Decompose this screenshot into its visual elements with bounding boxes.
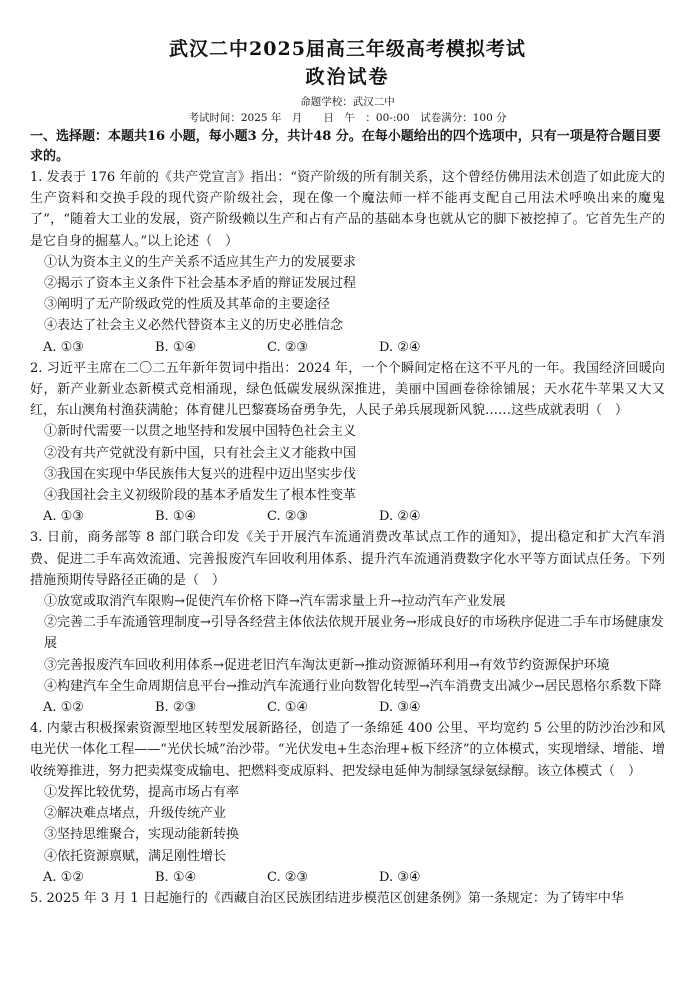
- question-option: ③阐明了无产阶级政党的性质及其革命的主要途径: [44, 297, 331, 313]
- question-option: ②完善二手车流通管理制度→引导各经营主体依法依规开展业务→形成良好的市场秩序促进二手车市场健康发展: [44, 615, 664, 652]
- question-stem: 5. 2025 年 3 月 1 日起施行的《西藏自治区民族团结进步模范区创建条例》第一条规定：为了铸牢中华: [30, 890, 624, 906]
- answer-choices: [30, 697, 665, 718]
- choice-b: B. ①④: [155, 869, 197, 885]
- question-2: [30, 358, 665, 528]
- question-4: [30, 718, 665, 888]
- choice-c: C. ②③: [267, 509, 309, 525]
- question-option: ③完善报废汽车回收利用体系→促进老旧汽车淘汰更新→推动资源循环利用→有效节约资源保护环境: [44, 657, 610, 673]
- choice-a: A. ①②: [43, 869, 84, 885]
- question-option: ④构建汽车全生命周期信息平台→推动汽车流通行业向数智化转型→汽车消费支出减少→居民恩格尔系数下降: [44, 678, 662, 694]
- question-stem: 4. 内蒙古积极探索资源型地区转型发展新路径，创造了一条绵延 400 公里、平均宽约 5 公里的防沙治沙和风电光伏一体化工程——“光伏长城”治沙带。“光伏发电+生态治理+板下经济”的立体模式，实现增绿、增能、增收统筹推进，努力把卖煤变成输电、把燃料变成原料、把发绿电延伸为制绿氢绿氨绿醇。该立体模式（ ）: [30, 721, 665, 779]
- question-option: ①放宽或取消汽车限购→促使汽车价格下降→汽车需求量上升→拉动汽车产业发展: [44, 594, 506, 610]
- question-option: ③坚持思维聚合，实现动能新转换: [44, 827, 240, 843]
- section-heading: 一、选择题：本题共16 小题，每小题3 分，共计48 分。在每小题给出的四个选项中，只有一项是符合题目要求的。: [30, 129, 661, 164]
- question-stem: 2. 习近平主席在二〇二五年新年贺词中指出：2024 年，一个个瞬间定格在这不平凡的一年。我国经济回暖向好，新产业新业态新模式竞相涌现，绿色低碳发展纵深推进，美丽中国画卷徐徐铺展；天水花牛苹果又大又红，东山澳角村渔获满舱；体育健儿巴黎赛场奋勇争先，人民子弟兵展现新风貌……这些成就表明（ ）: [30, 360, 665, 419]
- question-option: ②解决难点堵点，升级传统产业: [44, 806, 227, 822]
- question-option: ④表达了社会主义必然代替资本主义的历史必胜信念: [44, 318, 344, 334]
- choice-d: D. ③④: [379, 700, 421, 716]
- choice-c: C. ②③: [267, 869, 309, 885]
- question-option: ①新时代需要一以贯之地坚持和发展中国特色社会主义: [44, 424, 357, 440]
- choice-a: A. ①③: [43, 509, 84, 525]
- choice-b: B. ①④: [155, 509, 197, 525]
- exam-subject: 政治试卷: [305, 66, 390, 88]
- choice-b: B. ②③: [155, 700, 197, 716]
- question-stem: 3. 日前，商务部等 8 部门联合印发《关于开展汽车流通消费改革试点工作的通知》，提出稳定和扩大汽车消费、促进二手车高效流通、完善报废汽车回收利用体系、提升汽车流通消费数字化水平等方面试点任务。下列措施预期传导路径正确的是（ ）: [30, 530, 665, 588]
- exam-school: 命题学校：武汉二中: [300, 96, 395, 108]
- question-option: ②揭示了资本主义条件下社会基本矛盾的辩证发展过程: [44, 276, 357, 292]
- choice-a: A. ①③: [43, 339, 84, 355]
- question-option: ①认为资本主义的生产关系不适应其生产力的发展要求: [44, 254, 357, 270]
- question-stem: 1. 发表于 176 年前的《共产党宣言》指出：“资产阶级的所有制关系，这个曾经仿佛用法术创造了如此庞大的生产资料和交换手段的现代资产阶级社会，现在像一个魔法师一样不能再支配自己用法术呼唤出来的魔鬼了”，“随着大工业的发展，资产阶级赖以生产和占有产品的基础本身也就从它的脚下被挖掉了。它首先生产的是它自身的掘墓人。”以上论述（ ）: [30, 170, 665, 249]
- question-5: [30, 888, 665, 909]
- question-3: [30, 527, 665, 718]
- answer-choices: [30, 337, 665, 358]
- question-option: ①发挥比较优势，提高市场占有率: [44, 784, 240, 800]
- choice-c: C. ①④: [267, 700, 309, 716]
- exam-title: 武汉二中2025届高三年级高考模拟考试: [169, 38, 526, 60]
- question-option: ②没有共产党就没有新中国，只有社会主义才能救中国: [44, 445, 357, 461]
- choice-c: C. ②③: [267, 339, 309, 355]
- choice-d: D. ②④: [379, 339, 421, 355]
- question-option: ③我国在实现中华民族伟大复兴的进程中迈出坚实步伐: [44, 466, 357, 482]
- answer-choices: [30, 867, 665, 888]
- choice-a: A. ①②: [43, 700, 84, 716]
- question-option: ④依托资源禀赋，满足刚性增长: [44, 848, 227, 864]
- answer-choices: [30, 506, 665, 527]
- exam-meta: 考试时间：2025 年 月 日 午 ：00-:00 试卷满分：100 分: [188, 112, 507, 124]
- choice-b: B. ①④: [155, 339, 197, 355]
- choice-d: D. ③④: [379, 869, 421, 885]
- question-1: [30, 167, 665, 358]
- choice-d: D. ②④: [379, 509, 421, 525]
- question-option: ④我国社会主义初级阶段的基本矛盾发生了根本性变革: [44, 488, 357, 504]
